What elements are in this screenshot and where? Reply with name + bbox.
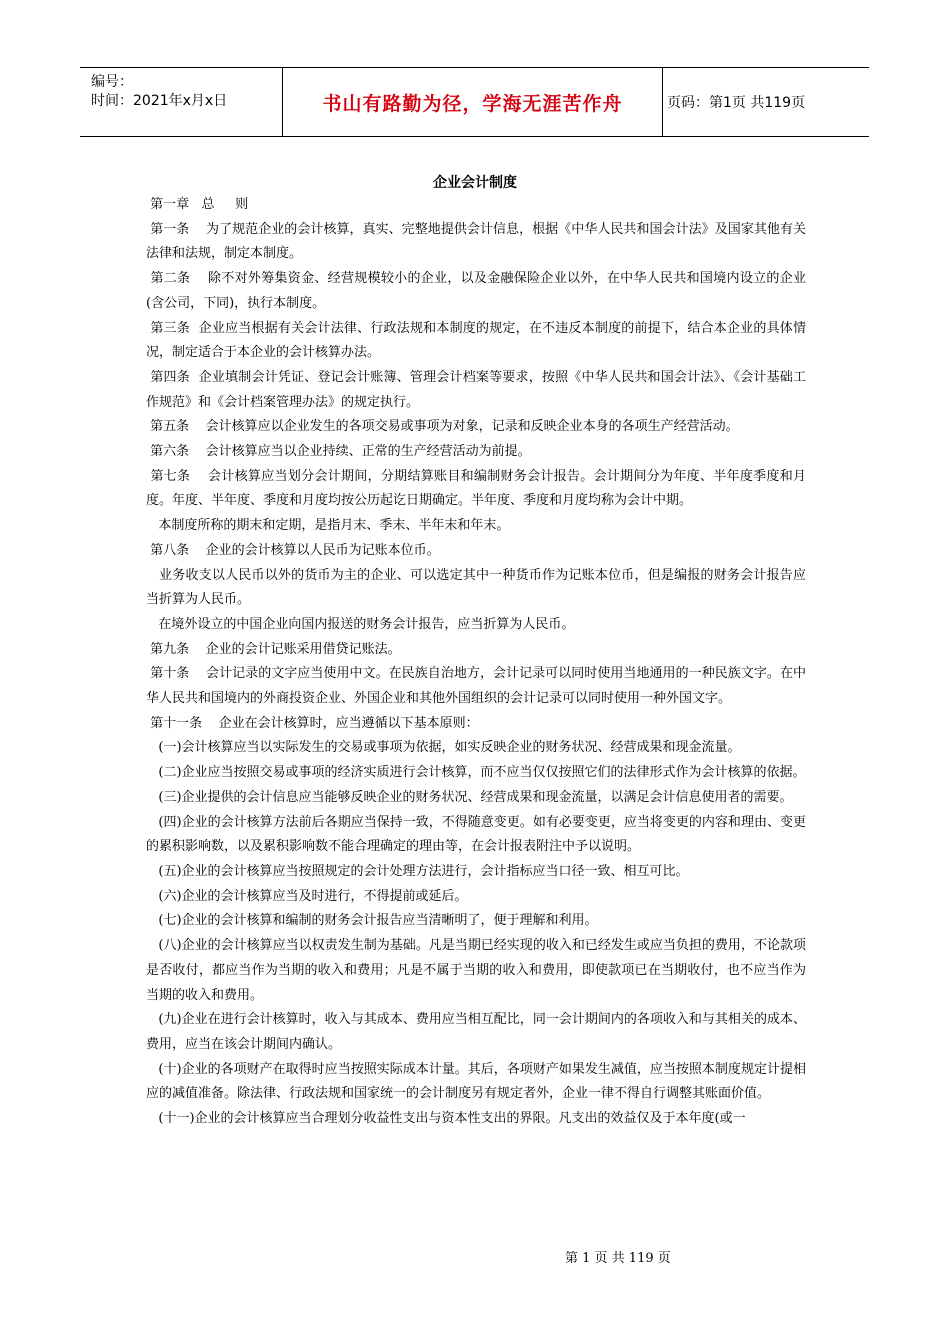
document-paragraph: (七)企业的会计核算和编制的财务会计报告应当清晰明了，便于理解和利用。 [146,913,598,929]
document-paragraph: (十)企业的各项财产在取得时应当按照实际成本计量。其后，各项财产如果发生减值，应当按照本制度规定计提相应的减值准备。除法律、行政法规和国家统一的会计制度另有规定者外，企业一律不得自行调整其账面价值。 [146,1061,806,1102]
document-paragraph: 在境外设立的中国企业向国内报送的财务会计报告，应当折算为人民币。 [146,616,575,632]
document-body [146,193,806,1132]
document-paragraph: 第二条 除不对外筹集资金、经营规模较小的企业，以及金融保险企业以外，在中华人民共和国境内设立的企业(含公司，下同)，执行本制度。 [146,271,807,311]
document-number-label: 编号： [91,74,133,90]
document-paragraph: 第三条 企业应当根据有关会计法律、行政法规和本制度的规定，在不违反本制度的前提下，结合本企业的具体情况，制定适合于本企业的会计核算办法。 [146,320,806,361]
document-date-label: 时间：2021年x月x日 [91,93,228,109]
document-paragraph: (四)企业的会计核算方法前后各期应当保持一致，不得随意变更。如有必要变更，应当将变更的内容和理由、变更的累积影响数，以及累积影响数不能合理确定的理由等，在会计报表附注中予以说明。 [146,814,806,855]
document-paragraph: 本制度所称的期末和定期，是指月末、季末、半年末和年末。 [146,518,510,534]
header-meta-cell [80,68,283,136]
document-paragraph: (十一)企业的会计核算应当合理划分收益性支出与资本性支出的界限。凡支出的效益仅及于本年度(或一 [146,1111,746,1127]
document-paragraph: (六)企业的会计核算应当及时进行，不得提前或延后。 [146,888,468,904]
header-motto: 书山有路勤为径，学海无涯苦作舟 [322,92,623,115]
document-paragraph: (一)会计核算应当以实际发生的交易或事项为依据，如实反映企业的财务状况、经营成果和现金流量。 [146,740,741,756]
document-paragraph: (二)企业应当按照交易或事项的经济实质进行会计核算，而不应当仅仅按照它们的法律形式作为会计核算的依据。 [146,765,806,781]
document-paragraph: (九)企业在进行会计核算时，收入与其成本、费用应当相互配比，同一会计期间内的各项收入和与其相关的成本、费用，应当在该会计期间内确认。 [146,1012,806,1052]
document-paragraph: (三)企业提供的会计信息应当能够反映企业的财务状况、经营成果和现金流量，以满足会计信息使用者的需要。 [146,789,793,805]
document-paragraph: 第十一条 企业在会计核算时，应当遵循以下基本原则： [146,715,479,731]
document-paragraph: 第九条 企业的会计记账采用借贷记账法。 [146,641,401,657]
header-page-cell [663,68,873,136]
page-footer: 第 1 页 共 119 页 [565,1251,671,1266]
document-paragraph: 第五条 会计核算应以企业发生的各项交易或事项为对象，记录和反映企业本身的各项生产经营活动。 [146,419,739,435]
document-paragraph: 第十条 会计记录的文字应当使用中文。在民族自治地方，会计记录可以同时使用当地通用的一种民族文字。在中华人民共和国境内的外商投资企业、外国企业和其他外国组织的会计记录可以同时使用一种外国文字。 [146,666,807,707]
document-paragraph: 第四条 企业填制会计凭证、登记会计账簿、管理会计档案等要求，按照《中华人民共和国会计法》、《会计基础工作规范》和《会计档案管理办法》的规定执行。 [146,369,806,410]
document-paragraph: (八)企业的会计核算应当以权责发生制为基础。凡是当期已经实现的收入和已经发生或应当负担的费用，不论款项是否收付，都应当作为当期的收入和费用；凡是不属于当期的收入和费用，即使款项已在当期收付，也不应当作为当期的收入和费用。 [146,938,806,1003]
document-paragraph: (五)企业的会计核算应当按照规定的会计处理方法进行，会计指标应当口径一致、相互可比。 [146,863,689,879]
document-title: 企业会计制度 [433,175,517,191]
document-paragraph: 第七条 会计核算应当划分会计期间，分期结算账目和编制财务会计报告。会计期间分为年度、半年度季度和月度。年度、半年度、季度和月度均按公历起讫日期确定。半年度、季度和月度均称为会计中期。 [146,468,807,509]
document-paragraph: 第八条 企业的会计核算以人民币为记账本位币。 [146,542,440,558]
document-paragraph: 第六条 会计核算应当以企业持续、正常的生产经营活动为前提。 [146,444,531,460]
page-header [80,67,869,137]
document-paragraph: 业务收支以人民币以外的货币为主的企业、可以选定其中一种货币作为记账本位币，但是编报的财务会计报告应当折算为人民币。 [146,567,806,608]
document-paragraph: 第一条 为了规范企业的会计核算，真实、完整地提供会计信息，根据《中华人民共和国会计法》及国家其他有关法律和法规，制定本制度。 [146,221,807,262]
header-motto-cell [283,68,663,136]
header-page-info: 页码：第1页 共119页 [667,95,806,111]
document-paragraph: 第一章 总 则 [146,197,249,212]
